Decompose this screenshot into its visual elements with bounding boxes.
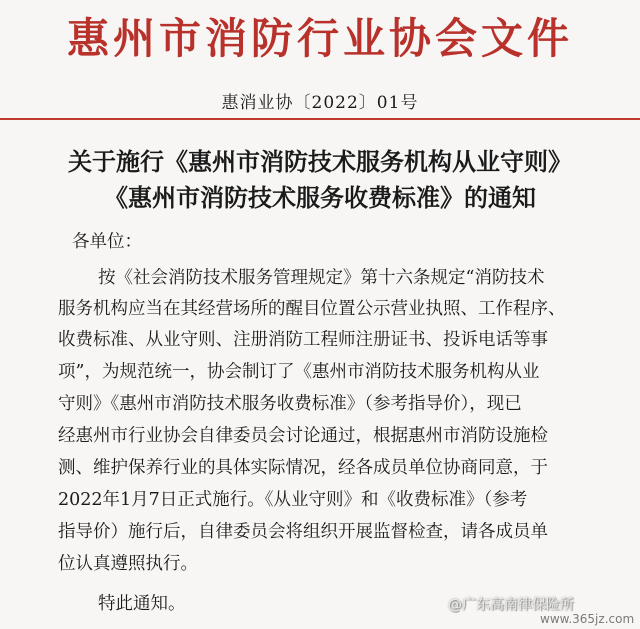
closing-line: 特此通知。 [98, 594, 186, 614]
body-line: 收费标准、从业守则、注册消防工程师注册证书、投诉电话等事 [58, 330, 548, 350]
notice-title-line-2: 《惠州市消防技术服务收费标准》的通知 [104, 183, 536, 212]
red-divider-line [0, 118, 640, 120]
body-line: 2022年1月7日正式施行。《从业守则》和《收费标准》（参考 [58, 490, 528, 510]
body-line: 守则》《惠州市消防技术服务收费标准》（参考指导价），现已 [58, 394, 522, 414]
notice-title-line-1: 关于施行《惠州市消防技术服务机构从业守则》 [68, 147, 572, 176]
body-line: 位认真遵照执行。 [58, 554, 198, 574]
body-line: 测、维护保养行业的具体实际情况，经各成员单位协商同意，于 [58, 458, 548, 478]
watermark-site-url: www.365jz.com [540, 612, 635, 626]
body-line: 按《社会消防技术服务管理规定》第十六条规定“消防技术 [98, 268, 545, 288]
org-header-title: 惠州市消防行业协会文件 [66, 14, 573, 63]
body-line: 指导价）施行后，自律委员会将组织开展监督检查，请各成员单 [58, 522, 548, 542]
salutation: 各单位： [72, 232, 142, 252]
document-number: 惠消业协〔2022〕01号 [221, 93, 419, 113]
body-line: 项”，为规范统一，协会制订了《惠州市消防技术服务机构从业 [58, 362, 540, 382]
watermark-handle: @广东高南律保险所 [448, 597, 574, 613]
body-line: 服务机构应当在其经营场所的醒目位置公示营业执照、工作程序、 [58, 299, 566, 319]
body-line: 经惠州市行业协会自律委员会讨论通过，根据惠州市消防设施检 [58, 426, 548, 446]
